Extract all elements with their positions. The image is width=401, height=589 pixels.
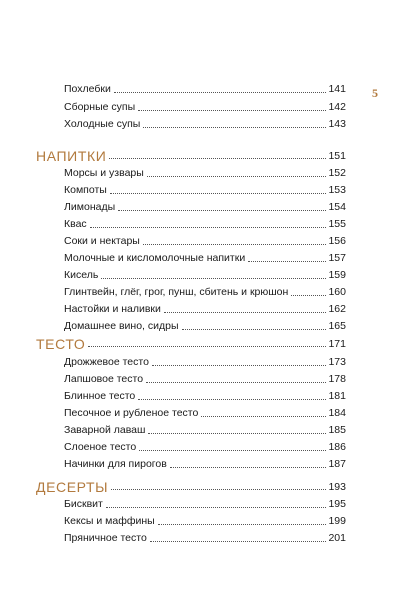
toc-entry-page: 199 — [328, 515, 346, 527]
toc-entry-title: Песочное и рубленое тесто — [64, 407, 199, 419]
toc-entry[interactable] — [64, 200, 346, 214]
toc-entry-title: Кексы и маффины — [64, 515, 155, 527]
toc-entry-title: Начинки для пирогов — [64, 458, 167, 470]
toc-entry-page: 181 — [328, 390, 346, 402]
dot-leader — [138, 109, 326, 111]
dot-leader — [158, 523, 327, 525]
toc-entry-page: 173 — [328, 356, 346, 368]
toc-entry-page: 156 — [328, 235, 346, 247]
toc-entry-page: 187 — [328, 458, 346, 470]
toc-entry[interactable] — [64, 117, 346, 131]
toc-entry-title: Дрожжевое тесто — [64, 356, 149, 368]
dot-leader — [111, 488, 326, 490]
dot-leader — [138, 398, 326, 400]
toc-entry-page: 162 — [328, 303, 346, 315]
dot-leader — [90, 226, 327, 228]
dot-leader — [110, 192, 327, 194]
toc-entry-page: 185 — [328, 424, 346, 436]
toc-entry-page: 141 — [328, 83, 346, 95]
dot-leader — [101, 277, 326, 279]
toc-entry-page: 153 — [328, 184, 346, 196]
dot-leader — [201, 415, 326, 417]
toc-entry[interactable] — [64, 82, 346, 96]
toc-entry-title: Молочные и кисломолочные напитки — [64, 252, 246, 264]
toc-entry[interactable] — [64, 457, 346, 471]
toc-entry-title: Домашнее вино, сидры — [64, 320, 179, 332]
toc-entry-title: Холодные супы — [64, 118, 141, 130]
dot-leader — [164, 311, 327, 313]
toc-entry-page: 165 — [328, 320, 346, 332]
toc-entry-title: Кисель — [64, 269, 99, 281]
toc-entry-title: Похлебки — [64, 83, 111, 95]
toc-entry-page: 195 — [328, 498, 346, 510]
dot-leader — [182, 328, 327, 330]
dot-leader — [118, 209, 326, 211]
toc-entry[interactable] — [64, 440, 346, 454]
toc-entry-page: 186 — [328, 441, 346, 453]
toc-section-page: 171 — [328, 338, 346, 350]
toc-section-heading[interactable] — [36, 333, 346, 351]
toc-entry-title: Сборные супы — [64, 101, 136, 113]
toc-entry-page: 178 — [328, 373, 346, 385]
toc-entry-page: 152 — [328, 167, 346, 179]
toc-entry-title: Блинное тесто — [64, 390, 136, 402]
toc-entry-title: Соки и нектары — [64, 235, 140, 247]
toc-entry-page: 155 — [328, 218, 346, 230]
dot-leader — [150, 540, 327, 542]
toc-entry[interactable] — [64, 285, 346, 299]
dot-leader — [148, 432, 326, 434]
dot-leader — [109, 157, 326, 159]
dot-leader — [152, 364, 327, 366]
dot-leader — [291, 294, 326, 296]
toc-entry[interactable] — [64, 406, 346, 420]
dot-leader — [106, 506, 327, 508]
toc-entry[interactable] — [64, 234, 346, 248]
toc-entry[interactable] — [64, 183, 346, 197]
dot-leader — [146, 381, 326, 383]
toc-entry[interactable] — [64, 302, 346, 316]
toc-entry[interactable] — [64, 319, 346, 333]
dot-leader — [139, 449, 326, 451]
toc-entry[interactable] — [64, 497, 346, 511]
dot-leader — [143, 243, 327, 245]
toc-entry-title: Бисквит — [64, 498, 103, 510]
toc-entry[interactable] — [64, 372, 346, 386]
toc-section-page: 193 — [328, 481, 346, 493]
toc-entry-title: Слоеное тесто — [64, 441, 137, 453]
toc-entry-title: Морсы и узвары — [64, 167, 144, 179]
toc-entry-title: Лимонады — [64, 201, 116, 213]
toc-entry[interactable] — [64, 389, 346, 403]
toc-entry-page: 143 — [328, 118, 346, 130]
toc-entry-title: Настойки и наливки — [64, 303, 161, 315]
dot-leader — [88, 345, 326, 347]
toc-section-page: 151 — [328, 150, 346, 162]
toc-entry-page: 159 — [328, 269, 346, 281]
toc-entry-title: Глинтвейн, глёг, грог, пунш, сбитень и крюшон — [64, 286, 289, 298]
toc-entry[interactable] — [64, 355, 346, 369]
dot-leader — [248, 260, 326, 262]
dot-leader — [170, 466, 327, 468]
toc-section-title: ТЕСТО — [36, 336, 86, 352]
toc-entry-title: Лапшовое тесто — [64, 373, 144, 385]
toc-entry[interactable] — [64, 217, 346, 231]
toc-section-title: ДЕСЕРТЫ — [36, 479, 109, 495]
toc-entry-page: 154 — [328, 201, 346, 213]
toc-section-heading[interactable] — [36, 476, 346, 494]
toc-entry[interactable] — [64, 268, 346, 282]
toc-entry[interactable] — [64, 423, 346, 437]
toc-entry[interactable] — [64, 100, 346, 114]
toc-entry[interactable] — [64, 531, 346, 545]
toc-entry-page: 142 — [328, 101, 346, 113]
toc-entry-page: 184 — [328, 407, 346, 419]
dot-leader — [147, 175, 327, 177]
toc-entry-title: Пряничное тесто — [64, 532, 147, 544]
toc-section-heading[interactable] — [36, 145, 346, 163]
toc-section-title: НАПИТКИ — [36, 148, 107, 164]
toc-entry-title: Заварной лаваш — [64, 424, 146, 436]
toc-entry-page: 201 — [328, 532, 346, 544]
toc-entry[interactable] — [64, 251, 346, 265]
toc-entry[interactable] — [64, 514, 346, 528]
page-number: 5 — [372, 86, 378, 100]
dot-leader — [114, 91, 327, 93]
toc-entry-title: Компоты — [64, 184, 107, 196]
toc-entry-page: 160 — [328, 286, 346, 298]
toc-entry-page: 157 — [328, 252, 346, 264]
dot-leader — [143, 126, 326, 128]
toc-entry-title: Квас — [64, 218, 87, 230]
toc-entry[interactable] — [64, 166, 346, 180]
